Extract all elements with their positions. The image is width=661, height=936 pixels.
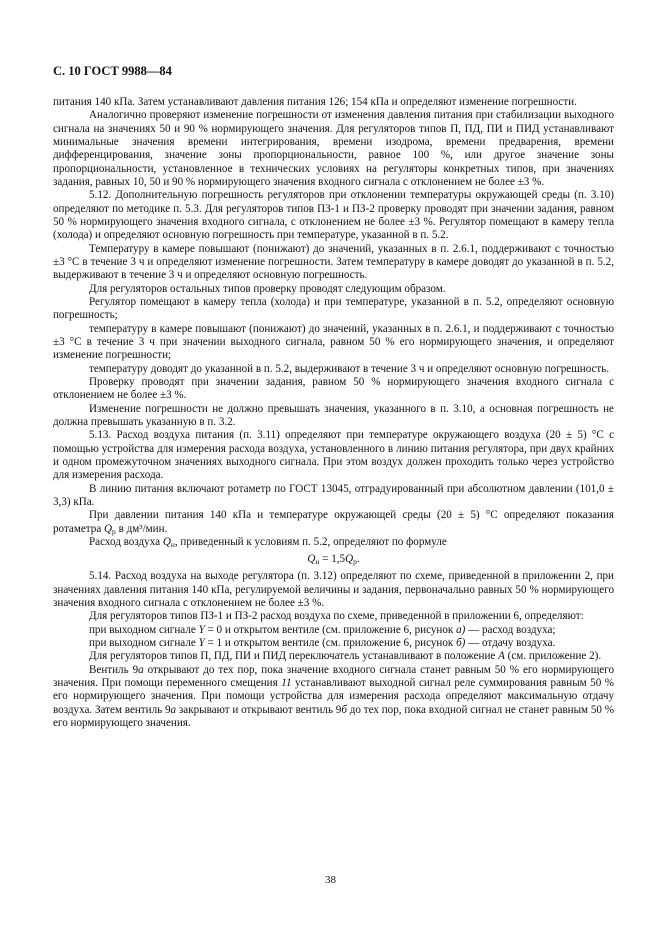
paragraph <box>53 570 614 610</box>
text-run: питания 140 кПа. Затем устанавливают давления питания 126; 154 кПа и определяют изменение погрешности. <box>53 96 577 108</box>
text-run: закрывают и открывают вентиль 9 <box>176 703 342 716</box>
paragraph <box>53 429 614 482</box>
paragraph <box>53 483 614 510</box>
italic-text: Q <box>162 535 171 548</box>
paragraph <box>53 536 614 549</box>
text-run: до тех пор, пока входной сигнал не станет равным 50 % его нормирующего значения. <box>53 703 614 730</box>
italic-text: Q <box>345 553 354 566</box>
paragraph <box>53 637 614 650</box>
italic-text: а <box>170 703 177 716</box>
text-run: , приведенный к условиям п. 5.2, определяют по формуле <box>174 535 447 548</box>
formula <box>53 553 614 566</box>
italic-text: А <box>498 650 505 663</box>
paragraph <box>53 296 614 323</box>
text-run: 5.14. Расход воздуха на выходе регулятора (п. 3.12) определяют по схеме, приведенной в приложении 2, при значениях давления питания 140 кПа, регулируемой величины и задания, первоначально равных 50 % нормирующего значения входного сигнала с отклонением не более ±3 %. <box>53 570 614 610</box>
text-run: (см. приложение 2). <box>504 650 602 663</box>
text-run: При давлении питания 140 кПа и температуре окружающей среды (20 ± 5) °С определяют показания ротаметра <box>53 509 614 535</box>
text-run: Регулятор помещают в камеру тепла (холода) и при температуре, указанной в п. 5.2, определяют основную погрешность; <box>53 295 614 322</box>
text-run: . <box>356 553 360 566</box>
paragraph <box>53 650 614 663</box>
text-run: устанавливают выходной сигнал реле суммирования равным 50 % его нормирующего значения. При помощи устройства для измерения расхода определяют максимальную отдачу воздуха. Затем вентиль 9 <box>53 677 615 716</box>
paragraph <box>53 243 614 283</box>
paragraph <box>53 403 614 430</box>
italic-text: Y <box>198 637 205 650</box>
text-run: 5.12. Дополнительную погрешность регуляторов при отклонении температуры окружающей среды (п. 3.10) определяют по методике п. 5.3. Для регуляторов типов ПЗ-1 и ПЗ-2 проверку проводят при значении задания, равном 50 % нормирующего значения входного сигнала, с отклонением не более ±3 %. Регулятор помещают в камеру тепла (холода) и определяют основную погрешность при температуре, указанной в п. 5.2. <box>53 189 614 242</box>
text-run: Расход воздуха <box>89 535 163 548</box>
text-run: при выходном сигнале <box>89 637 199 650</box>
italic-text: Q <box>307 553 316 566</box>
text-run: Вентиль 9 <box>89 663 139 676</box>
page-number: 38 <box>325 874 336 886</box>
text-run: — отдачу воздуха. <box>465 637 556 650</box>
paragraph <box>53 96 614 109</box>
subscript: р <box>353 557 357 567</box>
subscript: н <box>170 539 175 549</box>
paragraph <box>53 664 614 731</box>
paragraph <box>53 109 614 189</box>
text-run: в дм³/мин. <box>115 522 168 535</box>
text-run: Для регуляторов типов ПЗ-1 и ПЗ-2 расход воздуха по схеме, приведенной в приложении 6, определяют: <box>89 610 584 623</box>
paragraph <box>53 189 614 242</box>
document-body <box>53 96 614 730</box>
text-run: открывают до тех пор, пока значение входного сигнала станет равным 50 % его нормирующего значения. При помощи переменного смещения <box>53 663 614 690</box>
text-run: = 1,5 <box>319 553 346 566</box>
text-run: = 0 и открытом вентиле (см. приложение 6, рисунок <box>204 623 457 636</box>
italic-text: Y <box>198 623 205 636</box>
paragraph <box>53 323 614 363</box>
text-run: = 1 и открытом вентиле (см. приложение 6, рисунок <box>204 637 457 650</box>
paragraph <box>53 376 614 403</box>
text-run: температуру в камере повышают (понижают) до значений, указанных в п. 2.6.1, и поддерживают с точностью ±3 °С в течение 3 ч при значении выходного сигнала, равном 50 % его нормирующего значения, и определяют изменение погрешности; <box>53 322 614 362</box>
text-run: при выходном сигнале <box>89 623 199 636</box>
italic-text: а) <box>456 623 466 636</box>
paragraph <box>53 283 614 296</box>
paragraph <box>53 509 614 536</box>
text-run: Для регуляторов типов П, ПД, ПИ и ПИД переключатель устанавливают в положение <box>89 650 499 663</box>
text-run: В линию питания включают ротаметр по ГОСТ 13045, отградуированный при абсолютном давлении (101,0 ± 3,3) кПа. <box>53 482 614 508</box>
text-run: Для регуляторов остальных типов проверку проводят следующим образом. <box>89 282 446 295</box>
paragraph <box>53 610 614 623</box>
text-run: температуру доводят до указанной в п. 5.2, выдерживают в течение 3 ч и определяют основную погрешность. <box>89 362 610 375</box>
text-run: 5.13. Расход воздуха питания (п. 3.11) определяют при температуре окружающего воздуха (20 ± 5) °С с помощью устройства для измерения расхода воздуха, установленного в линию питания регулятора, при двух крайних и одном промежуточном значениях выходного сигнала. При этом воздух должен проходить только через устройство для измерения расхода. <box>53 429 614 482</box>
text-run: — расход воздуха; <box>465 623 556 636</box>
paragraph <box>53 363 614 376</box>
page-header: С. 10 ГОСТ 9988—84 <box>53 64 172 78</box>
italic-text: б <box>341 703 347 716</box>
text-run: Аналогично проверяют изменение погрешности от изменения давления питания при стабилизации выходного сигнала на значениях 50 и 90 % нормирующего значения. Для регуляторов типов П, ПД, ПИ и ПИД устанавливают минимальные значения времени интегрирования, времени изодрома, времени предварения, времени дифференцирования, значение зоны пропорциональности, равное 100 %, или другое значение зоны пропорциональности, установленное в технических условиях на регуляторы конкретных типов, при значениях задания, равных 10, 50 и 90 % нормирующего значения входного сигнала с отклонением не более ±3 %. <box>53 109 614 188</box>
paragraph <box>53 624 614 637</box>
text-run: Изменение погрешности не должно превышать значения, указанного в п. 3.10, а основная погрешность не должна превышать указанную в п. 3.2. <box>53 402 614 428</box>
italic-text: б) <box>456 637 466 650</box>
italic-text: а <box>138 663 144 676</box>
subscript: р <box>112 526 116 536</box>
text-run: Температуру в камере повышают (понижают) до значений, указанных в п. 2.6.1, поддерживают с точностью ±3 °С в течение 3 ч и определяют изменение погрешности. Затем температуру в камере доводят до указанной в п. 5.2, выдерживают в течение 3 ч и определяют основную погрешность. <box>53 242 614 282</box>
text-run: Проверку проводят при значении задания, равном 50 % нормирующего значения входного сигнала с отклонением не более ±3 %. <box>53 375 614 402</box>
italic-text: Q <box>104 522 113 535</box>
subscript: н <box>315 557 320 567</box>
italic-text: 11 <box>281 677 292 690</box>
